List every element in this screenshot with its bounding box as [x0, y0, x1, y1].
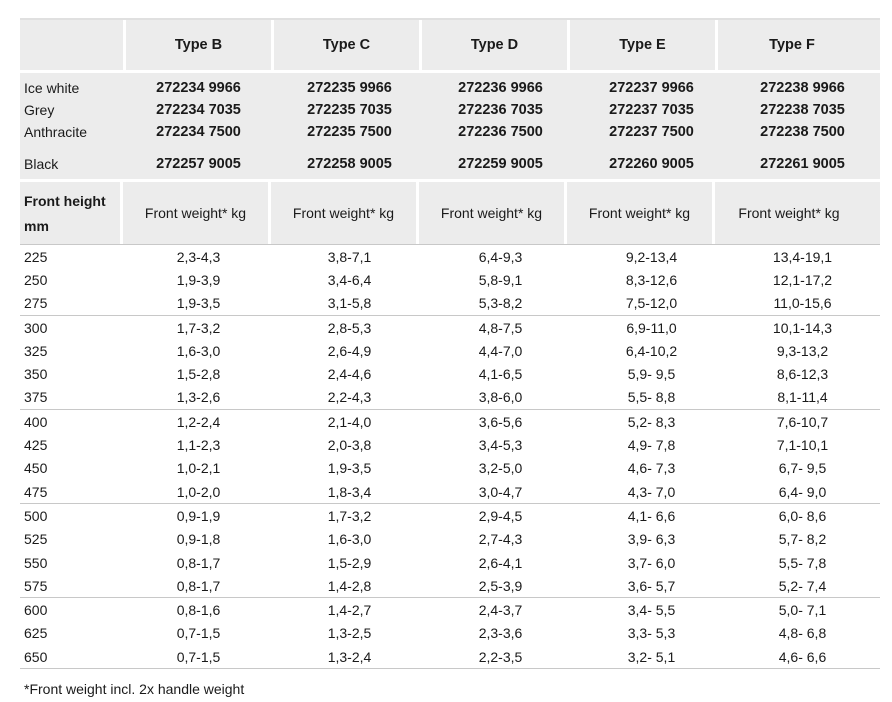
front-weight-header: Front weight* kg [738, 205, 840, 221]
front-weight-range: 1,0-2,1 [176, 460, 221, 477]
table-row [20, 410, 880, 433]
table-row [20, 528, 880, 551]
front-weight-range: 3,8-7,1 [327, 248, 372, 265]
front-weight-range: 0,8-1,7 [176, 554, 221, 571]
col-header-type-d: Type D [422, 20, 570, 70]
front-weight-range: 5,2- 8,3 [627, 413, 676, 430]
table-row [20, 622, 880, 645]
front-weight-range: 2,4-4,6 [327, 366, 372, 383]
front-weight-range: 1,3-2,6 [176, 389, 221, 406]
front-weight-range: 4,1-6,5 [478, 366, 523, 383]
table-row [20, 268, 880, 291]
front-height-value: 275 [24, 295, 48, 312]
codes-type-c [274, 77, 425, 143]
table-row [20, 645, 880, 668]
front-weight-range: 6,9-11,0 [626, 319, 677, 336]
article-number: 272236 7500 [458, 124, 543, 140]
front-weight-range: 4,8-7,5 [478, 319, 523, 336]
table-row [20, 551, 880, 574]
front-height-value: 575 [24, 577, 48, 594]
front-height-label: Front height [24, 193, 106, 209]
front-weight-range: 4,8- 6,8 [778, 625, 827, 642]
weight-rows [20, 244, 880, 668]
front-weight-range: 5,7- 8,2 [778, 531, 827, 548]
table-row [20, 504, 880, 527]
front-weight-range: 2,0-3,8 [327, 437, 372, 454]
front-weight-range: 0,7-1,5 [176, 625, 221, 642]
front-weight-range: 12,1-17,2 [772, 271, 833, 288]
article-number: 272235 7500 [307, 124, 392, 140]
color-label-ice-white: Ice white [24, 80, 80, 96]
table-row [20, 245, 880, 268]
front-weight-range: 2,3-3,6 [478, 625, 523, 642]
front-height-value: 525 [24, 531, 48, 548]
table-row [20, 339, 880, 362]
front-weight-range: 4,9- 7,8 [627, 437, 676, 454]
front-weight-header: Front weight* kg [123, 182, 271, 244]
article-number: 272238 9966 [760, 80, 845, 96]
front-weight-range: 2,5-3,9 [478, 577, 523, 594]
front-weight-range: 3,6-5,6 [478, 413, 523, 430]
table-row [20, 480, 880, 503]
front-weight-range: 2,6-4,1 [478, 554, 523, 571]
front-weight-range: 1,8-3,4 [327, 483, 372, 500]
front-height-unit: mm [24, 218, 49, 234]
article-number: 272238 7035 [760, 102, 845, 118]
color-label-anthracite: Anthracite [24, 124, 88, 140]
front-weight-range: 11,0-15,6 [773, 295, 832, 312]
front-weight-range: 2,1-4,0 [327, 413, 372, 430]
front-weight-header: Front weight* kg [419, 182, 567, 244]
front-weight-range: 3,2- 5,1 [627, 648, 676, 665]
front-weight-range: 3,4-5,3 [478, 437, 523, 454]
front-weight-range: 1,0-2,0 [176, 483, 221, 500]
front-weight-range: 2,8-5,3 [327, 319, 372, 336]
black-codes-row [20, 149, 880, 179]
front-height-value: 600 [24, 602, 48, 619]
front-weight-range: 13,4-19,1 [772, 248, 833, 265]
front-weight-range: 6,0- 8,6 [778, 507, 827, 524]
article-number: 272234 7500 [156, 124, 241, 140]
front-weight-range: 7,6-10,7 [776, 413, 829, 430]
front-weight-range: 4,3- 7,0 [627, 483, 676, 500]
article-number: 272260 9005 [609, 156, 694, 172]
front-weight-range: 2,7-4,3 [478, 531, 523, 548]
front-weight-range: 6,7- 9,5 [778, 460, 827, 477]
front-weight-range: 6,4- 9,0 [778, 483, 827, 500]
table-row [20, 433, 880, 456]
front-weight-range: 2,2-4,3 [327, 389, 372, 406]
subheader-row [20, 182, 880, 244]
front-weight-range: 8,3-12,6 [625, 271, 678, 288]
article-number: 272261 9005 [760, 156, 845, 172]
front-weight-range: 1,3-2,4 [327, 648, 372, 665]
front-weight-range: 1,2-2,4 [176, 413, 221, 430]
row-group [20, 503, 880, 597]
front-height-value: 350 [24, 366, 48, 383]
front-weight-range: 2,4-3,7 [478, 602, 523, 619]
front-weight-range: 2,2-3,5 [478, 648, 523, 665]
front-weight-range: 8,6-12,3 [776, 366, 829, 383]
front-weight-range: 1,9-3,5 [176, 295, 221, 312]
front-height-value: 625 [24, 625, 48, 642]
table-row [20, 574, 880, 597]
front-height-value: 375 [24, 389, 48, 406]
table-row [20, 457, 880, 480]
front-weight-header: Front weight* kg [271, 182, 419, 244]
front-weight-range: 3,2-5,0 [478, 460, 523, 477]
front-weight-range: 1,9-3,5 [327, 460, 372, 477]
col-header-type-b: Type B [126, 20, 274, 70]
row-group [20, 409, 880, 503]
front-weight-range: 5,2- 7,4 [778, 577, 827, 594]
front-weight-range: 1,9-3,9 [176, 271, 221, 288]
front-weight-range: 5,8-9,1 [478, 271, 523, 288]
front-weight-range: 5,0- 7,1 [778, 602, 827, 619]
color-label-grey: Grey [24, 102, 55, 118]
footnote: *Front weight incl. 2x handle weight [24, 681, 245, 697]
front-weight-range: 3,1-5,8 [327, 295, 372, 312]
front-weight-range: 3,4-6,4 [327, 271, 372, 288]
front-height-value: 500 [24, 507, 48, 524]
front-weight-range: 4,6- 6,6 [778, 648, 827, 665]
front-weight-range: 2,9-4,5 [478, 507, 523, 524]
article-number: 272237 9966 [609, 80, 694, 96]
front-height-header [20, 182, 123, 244]
front-weight-range: 8,1-11,4 [777, 389, 828, 406]
col-header-type-f: Type F [769, 37, 815, 53]
front-weight-range: 10,1-14,3 [772, 319, 833, 336]
front-weight-range: 1,4-2,7 [327, 602, 372, 619]
front-weight-range: 2,3-4,3 [176, 248, 221, 265]
color-codes-block [20, 73, 880, 149]
article-number: 272238 7500 [760, 124, 845, 140]
front-weight-range: 4,4-7,0 [478, 342, 523, 359]
front-weight-range: 1,3-2,5 [327, 625, 372, 642]
front-weight-range: 1,6-3,0 [327, 531, 372, 548]
front-height-value: 400 [24, 413, 48, 430]
front-weight-range: 2,6-4,9 [327, 342, 372, 359]
front-weight-range: 4,6- 7,3 [627, 460, 676, 477]
front-weight-range: 1,7-3,2 [327, 507, 372, 524]
codes-type-d [425, 77, 576, 143]
front-height-value: 225 [24, 248, 48, 265]
codes-type-b [123, 77, 274, 143]
front-weight-range: 0,8-1,7 [176, 577, 221, 594]
front-weight-range: 3,4- 5,5 [627, 602, 676, 619]
front-weight-range: 7,5-12,0 [625, 295, 678, 312]
row-group [20, 315, 880, 409]
front-weight-range: 3,3- 5,3 [627, 625, 676, 642]
front-height-value: 550 [24, 554, 48, 571]
front-weight-range: 0,9-1,8 [176, 531, 221, 548]
front-weight-range: 6,4-9,3 [478, 248, 523, 265]
front-weight-range: 5,5- 7,8 [778, 554, 827, 571]
table-row [20, 598, 880, 621]
codes-type-e [576, 77, 727, 143]
front-weight-range: 0,8-1,6 [176, 602, 221, 619]
front-weight-range: 3,9- 6,3 [627, 531, 676, 548]
front-weight-range: 1,5-2,9 [327, 554, 372, 571]
front-height-value: 475 [24, 483, 48, 500]
front-weight-table [20, 18, 880, 669]
front-weight-range: 1,7-3,2 [176, 319, 221, 336]
article-number: 272234 7035 [156, 102, 241, 118]
table-row [20, 362, 880, 385]
front-weight-range: 7,1-10,1 [776, 437, 829, 454]
front-weight-range: 5,9- 9,5 [627, 366, 676, 383]
front-weight-range: 4,1- 6,6 [627, 507, 676, 524]
front-weight-range: 0,9-1,9 [176, 507, 221, 524]
color-labels [20, 77, 123, 143]
front-weight-range: 9,3-13,2 [776, 342, 829, 359]
header-corner [20, 20, 126, 70]
front-weight-range: 9,2-13,4 [625, 248, 678, 265]
front-height-value: 450 [24, 460, 48, 477]
front-weight-range: 1,1-2,3 [176, 437, 221, 454]
article-number: 272237 7035 [609, 102, 694, 118]
article-number: 272235 9966 [307, 80, 392, 96]
front-height-value: 650 [24, 648, 48, 665]
front-weight-range: 3,6- 5,7 [627, 577, 676, 594]
front-weight-header: Front weight* kg [567, 182, 715, 244]
front-weight-range: 3,0-4,7 [478, 483, 523, 500]
article-number: 272237 7500 [609, 124, 694, 140]
color-label-black: Black [24, 156, 59, 172]
front-weight-range: 3,7- 6,0 [627, 554, 676, 571]
article-number: 272257 9005 [156, 156, 241, 172]
article-number: 272259 9005 [458, 156, 543, 172]
row-group [20, 244, 880, 315]
codes-type-f [727, 77, 878, 143]
front-weight-range: 3,8-6,0 [478, 389, 523, 406]
type-header-row [20, 18, 880, 70]
article-number: 272258 9005 [307, 156, 392, 172]
front-weight-range: 5,3-8,2 [478, 295, 523, 312]
article-number: 272236 9966 [458, 80, 543, 96]
front-weight-range: 1,5-2,8 [176, 366, 221, 383]
row-group [20, 597, 880, 668]
front-height-value: 300 [24, 319, 48, 336]
front-weight-range: 0,7-1,5 [176, 648, 221, 665]
front-weight-range: 1,4-2,8 [327, 577, 372, 594]
front-height-value: 325 [24, 342, 48, 359]
article-number: 272235 7035 [307, 102, 392, 118]
col-header-type-c: Type C [274, 20, 422, 70]
front-weight-range: 5,5- 8,8 [627, 389, 676, 406]
col-header-type-e: Type E [570, 20, 718, 70]
article-number: 272236 7035 [458, 102, 543, 118]
table-row [20, 292, 880, 315]
article-number: 272234 9966 [156, 80, 241, 96]
front-weight-range: 6,4-10,2 [625, 342, 678, 359]
front-height-value: 250 [24, 271, 48, 288]
front-height-value: 425 [24, 437, 48, 454]
front-weight-range: 1,6-3,0 [176, 342, 221, 359]
table-row [20, 386, 880, 409]
table-row [20, 316, 880, 339]
